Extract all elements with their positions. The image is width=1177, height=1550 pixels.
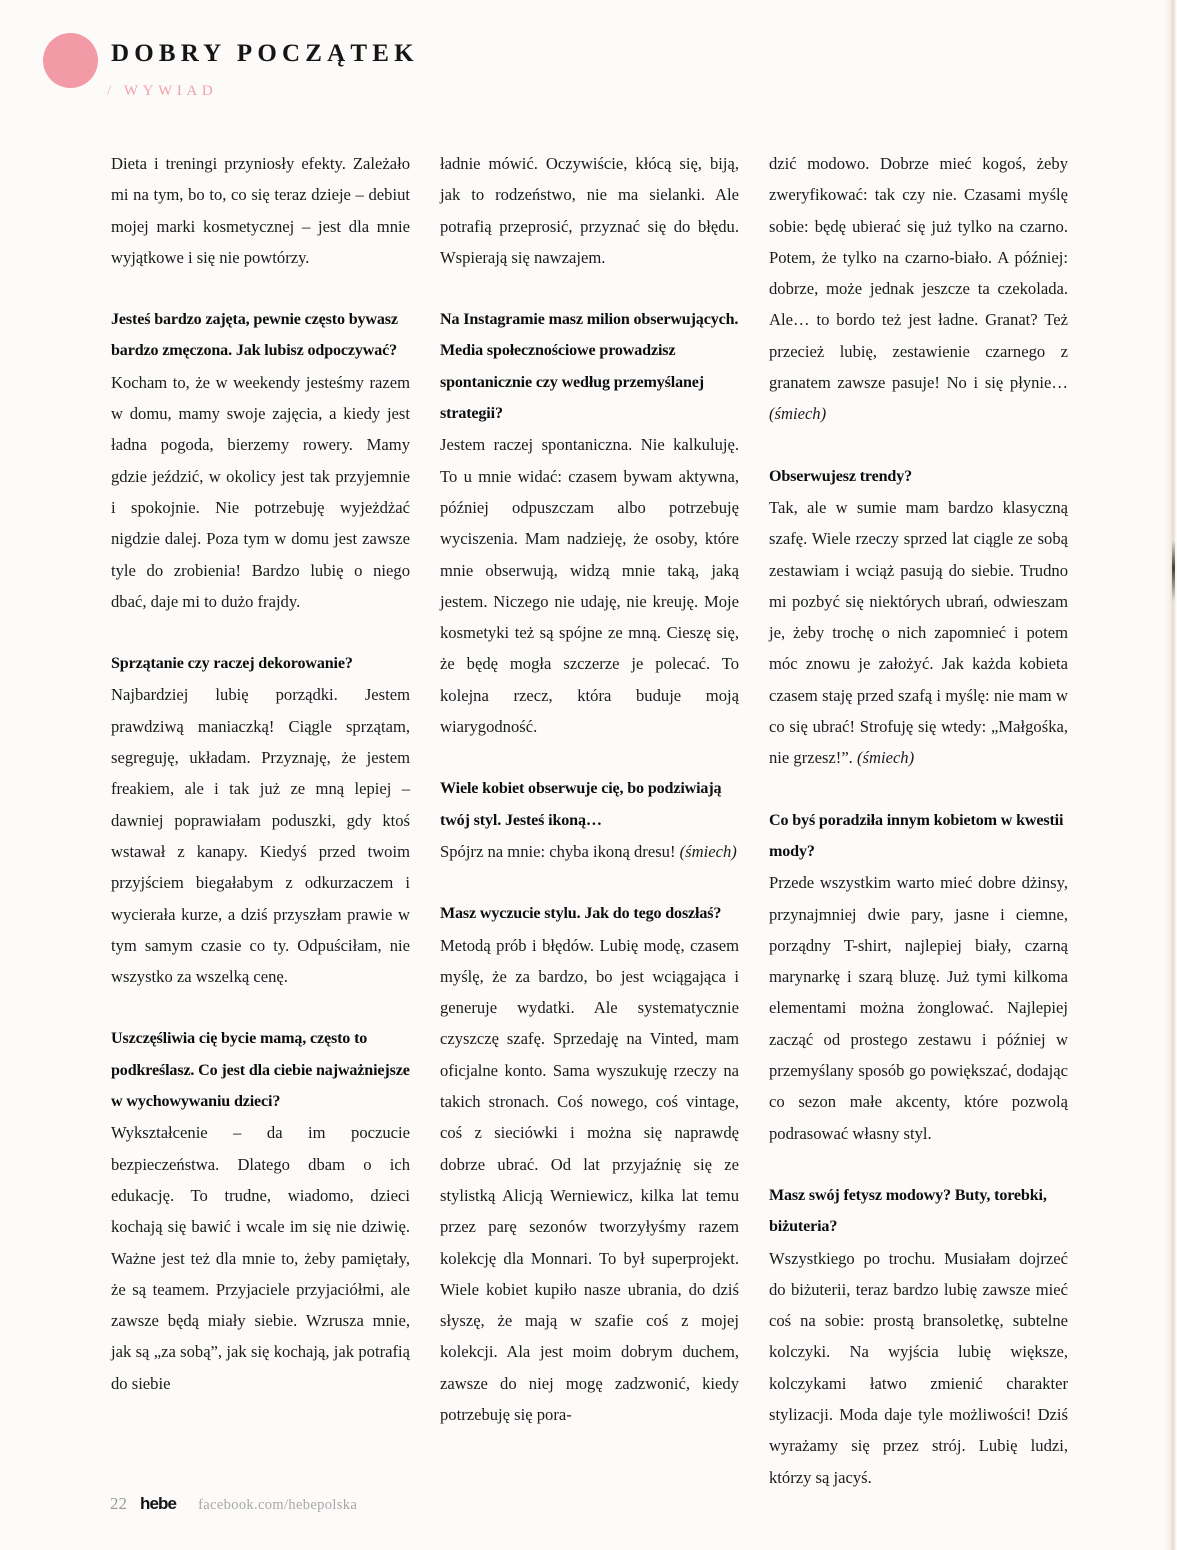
paragraph-spacer (769, 774, 1068, 805)
interview-answer: dzić modowo. Dobrze mieć kogoś, żeby zweryfikować: tak czy nie. Czasami myślę sobie: będę ubierać się już tylko na czarno. Potem, że tylko na czarno-biało. A później: dobrze, może jednak jeszcze ta czekolada. Ale… to bordo też jest ładne. Granat? Też przecież lubię, zestawienie czarnego z granatem zawsze pasuje! No i się płynie… (śmiech) (769, 154, 1068, 424)
interview-question: Obserwujesz trendy? (769, 467, 913, 485)
page-masthead (0, 0, 1177, 130)
text-column-2 (440, 148, 739, 1493)
interview-answer: Najbardziej lubię porządki. Jestem prawdziwą maniaczką! Ciągle sprzątam, segreguję, układam. Przyznaję, że jestem freakiem, ale i tak już ze mną lepiej – dawniej poprawiałam poduszki, gdy ktoś wstawał z kanapy. Kiedyś przed twoim przyjściem biegałabym z odkurzaczem i wycierała kurze, a dziś przyszłam prawie w tym samym czasie co ty. Odpuściłam, nie wszystko za wszelką cenę. (111, 685, 410, 987)
interview-answer: ładnie mówić. Oczywiście, kłócą się, biją, jak to rodzeństwo, nie ma sielanki. Ale potrafią przeprosić, przyznać się do błędu. Wspierają się nawzajem. (440, 154, 739, 267)
interview-answer: Wykształcenie – da im poczucie bezpieczeństwa. Dlatego dbam o ich edukację. To trudne, wiadomo, dzieci kochają się bawić i wcale im się nie dziwię. Ważne jest też dla mnie to, żeby pamiętały, że są teamem. Przyjaciele przyjaciółmi, ale zawsze będą miały siebie. Wzrusza mnie, jak są „za sobą”, jak się kochają, jak potrafią do siebie (111, 1123, 410, 1393)
section-label (107, 83, 217, 100)
paragraph-spacer (440, 273, 739, 304)
hebe-logo: hebe (140, 1494, 177, 1513)
laughter-annotation: (śmiech) (857, 748, 915, 768)
interview-question: Na Instagramie masz milion obserwujących. Media społecznościowe prowadzisz spontanicznie czy według przemyślanej strategii? (440, 311, 739, 423)
paragraph-spacer (440, 742, 739, 773)
facebook-url[interactable]: facebook.com/hebepolska (198, 1497, 358, 1513)
page-edge-shadow (1163, 0, 1177, 1550)
paragraph-spacer (769, 430, 1068, 461)
paragraph-spacer (111, 992, 410, 1023)
page-footer (110, 1494, 357, 1514)
interview-question: Wiele kobiet obserwuje cię, bo podziwiają twój styl. Jesteś ikoną… (440, 780, 722, 829)
interview-answer: Przede wszystkim warto mieć dobre dżinsy, przynajmniej dwie pary, jasne i ciemne, porządny T-shirt, najlepiej biały, czarną marynarkę i szarą bluzę. Już tymi kilkoma elementami można żonglować. Najlepiej zacząć od prostego zestawu i później w przemyślany sposób go powiększać, dodając co sezon małe akcenty, które pozwolą podrasować własny styl. (769, 873, 1068, 1143)
interview-question: Jesteś bardzo zajęta, pewnie często bywasz bardzo zmęczona. Jak lubisz odpoczywać? (111, 311, 398, 360)
laughter-annotation: (śmiech) (769, 404, 827, 424)
interview-question: Masz swój fetysz modowy? Buty, torebki, biżuteria? (769, 1186, 1047, 1236)
pink-circle-icon (43, 33, 98, 88)
paragraph-spacer (111, 617, 410, 648)
interview-question: Sprzątanie czy raczej dekorowanie? (111, 655, 353, 673)
article-columns (111, 148, 1069, 1493)
page-title: DOBRY POCZĄTEK (111, 40, 419, 67)
section-name: WYWIAD (123, 83, 218, 99)
page-edge-mark (1172, 540, 1175, 602)
laughter-annotation: (śmiech) (679, 841, 737, 861)
interview-answer: Spójrz na mnie: chyba ikoną dresu! (śmiech) (440, 841, 737, 861)
page-number: 22 (110, 1494, 127, 1513)
interview-question: Uszczęśliwia cię bycie mamą, często to podkreślasz. Co jest dla ciebie najważniejsze w wychowywaniu dzieci? (111, 1030, 410, 1111)
interview-question: Co byś poradziła innym kobietom w kwestii mody? (769, 811, 1064, 860)
text-column-1 (111, 148, 410, 1493)
interview-answer: Kocham to, że w weekendy jesteśmy razem w domu, mamy swoje zajęcia, a kiedy jest ładna pogoda, bierzemy rowery. Mamy gdzie jeździć, w okolicy jest tak przyjemnie i spokojnie. Nie potrzebuję wyjeżdżać nigdzie dalej. Poza tym w domu jest zawsze tyle do zrobienia! Bardzo lubię o niego dbać, daje mi to dużo frajdy. (111, 372, 410, 611)
interview-answer: Jestem raczej spontaniczna. Nie kalkuluję. To u mnie widać: czasem bywam aktywna, później odpuszczam albo potrzebuję wyciszenia. Mam nadzieję, że osoby, które mnie obserwują, widzą mnie taką, jaką jestem. Niczego nie udaję, nie kreuję. Moje kosmetyki też są spójne ze mną. Cieszę się, że będę mogła szczerze je polecać. To kolejna rzecz, która buduje moją wiarygodność. (440, 435, 739, 737)
paragraph-spacer (111, 273, 410, 304)
interview-answer: Dieta i treningi przyniosły efekty. Zależało mi na tym, bo to, co się teraz dzieje – debiut mojej marki kosmetycznej – jest dla mnie wyjątkowe i się nie powtórzy. (111, 154, 410, 267)
paragraph-spacer (440, 867, 739, 898)
paragraph-spacer (769, 1149, 1068, 1180)
interview-answer: Metodą prób i błędów. Lubię modę, czasem myślę, że za bardzo, bo jest wciągająca i generuje wydatki. Ale systematycznie czyszczę szafę. Sprzedaję na Vinted, mam oficjalne konto. Sama wyszukuję rzeczy na takich stronach. Coś nowego, coś vintage, coś z sieciówki i można się naprawdę dobrze ubrać. Od lat przyjaźnię się ze stylistką Alicją Werniewicz, kilka lat temu przez parę sezonów tworzyłyśmy razem kolekcję dla Monnari. To był superprojekt. Wiele kobiet kupiło nasze ubrania, do dziś słyszę, że mają w szafie coś z mojej kolekcji. Ala jest moim dobrym duchem, zawsze do niej mogę zadzwonić, kiedy potrzebuję się pora- (440, 935, 739, 1424)
text-column-3 (769, 148, 1068, 1493)
interview-answer: Wszystkiego po trochu. Musiałam dojrzeć do biżuterii, teraz bardzo lubię zawsze mieć coś na sobie: prostą bransoletkę, subtelne kolczyki. Na wyjścia lubię większe, kolczykami łatwo zmienić charakter stylizacji. Moda daje tyle możliwości! Dziś wyrażamy się przez strój. Lubię ludzi, którzy są jacyś. (769, 1248, 1068, 1487)
interview-answer: Tak, ale w sumie mam bardzo klasyczną szafę. Wiele rzeczy sprzed lat ciągle ze sobą zestawiam i wciąż pasują do siebie. Trudno mi pozbyć się niektórych ubrań, odwieszam je, żeby trochę o nich zapomnieć i potem móc znowu je założyć. Jak każda kobieta czasem staję przed szafą i myślę: nie mam w co się ubrać! Strofuję się wtedy: „Małgośka, nie grzesz!”. (śmiech) (769, 497, 1068, 768)
slash-separator: / (107, 83, 116, 99)
interview-question: Masz wyczucie stylu. Jak do tego doszłaś? (440, 905, 722, 923)
